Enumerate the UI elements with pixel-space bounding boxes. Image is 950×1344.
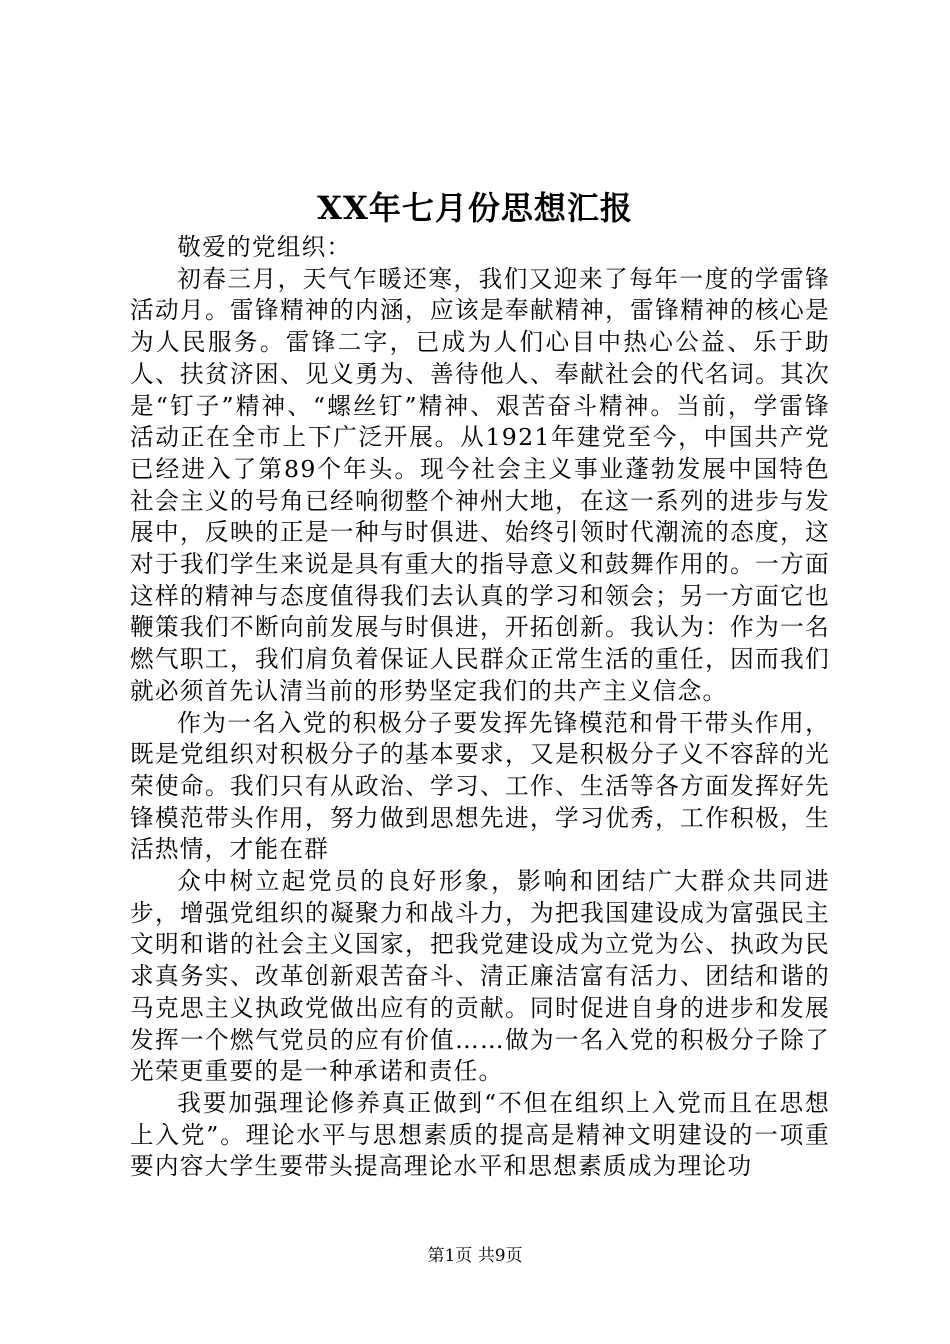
paragraph: 我要加强理论修养真正做到“不但在组织上入党而且在思想上入党”。理论水平与思想素质的提高是精神文明建设的一项重要内容大学生要带头提高理论水平和思想素质成为理论功 (130, 1088, 830, 1181)
salutation: 敬爱的党组织： (177, 233, 352, 261)
paragraph: 初春三月，天气乍暖还寒，我们又迎来了每年一度的学雷锋活动月。雷锋精神的内涵，应该是奉献精神，雷锋精神的核心是为人民服务。雷锋二字，已成为人们心目中热心公益、乐于助人、扶贫济困、见义勇为、善待他人、奉献社会的代名词。其次是“钉子”精神、“螺丝钉”精神、艰苦奋斗精神。当前，学雷锋活动正在全市上下广泛开展。从1921年建党至今，中国共产党已经进入了第89个年头。现今社会主义事业蓬勃发展中国特色社会主义的号角已经响彻整个神州大地，在这一系列的进步与发展中，反映的正是一种与时俱进、始终引领时代潮流的态度，这对于我们学生来说是具有重大的指导意义和鼓舞作用的。一方面这样的精神与态度值得我们去认真的学习和领会；另一方面它也鞭策我们不断向前发展与时俱进，开拓创新。我认为：作为一名燃气职工，我们肩负着保证人民群众正常生活的重任，因而我们就必须首先认清当前的形势坚定我们的共产主义信念。 (130, 264, 830, 705)
page-number-footer: 第1页 共9页 (427, 1246, 523, 1266)
document-body (130, 232, 830, 1183)
paragraph: 众中树立起党员的良好形象，影响和团结广大群众共同进步，增强党组织的凝聚力和战斗力，为把我国建设成为富强民主文明和谐的社会主义国家，把我党建设成为立党为公、执政为民求真务实、改革创新艰苦奋斗、清正廉洁富有活力、团结和谐的马克思主义执政党做出应有的贡献。同时促进自身的进步和发展发挥一个燃气党员的应有价值……做为一名入党的积极分子除了光荣更重要的是一种承诺和责任。 (130, 867, 830, 1086)
paragraph: 作为一名入党的积极分子要发挥先锋模范和骨干带头作用，既是党组织对积极分子的基本要求，又是积极分子义不容辞的光荣使命。我们只有从政治、学习、工作、生活等各方面发挥好先锋模范带头作用，努力做到思想先进，学习优秀，工作积极，生活热情，才能在群 (130, 708, 830, 864)
document-title: XX年七月份思想汇报 (317, 189, 633, 227)
